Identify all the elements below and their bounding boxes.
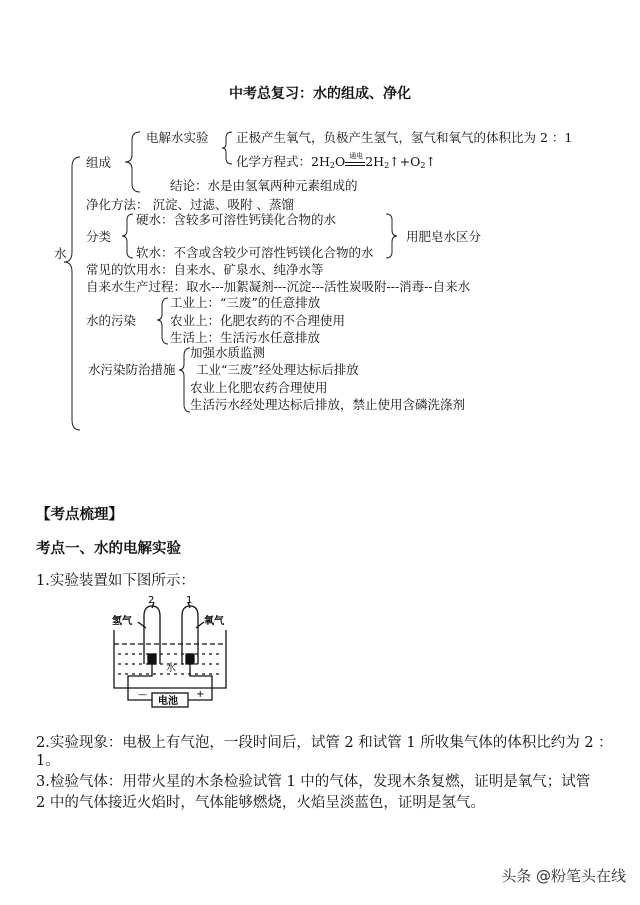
pollution-item: 农业上：化肥农药的不合理使用 [170,313,346,328]
point-heading: 考点一、水的电解实验 [36,540,181,557]
pollution-item: 工业上：“三废”的任意排放 [170,295,321,310]
electrolysis-result: 正极产生氧气，负极产生氢气，氢气和氧气的体积比为 2 ：1 [236,130,573,145]
prevention-item: 农业上化肥农药合理使用 [190,380,328,395]
prevention-item: 生活污水经处理达标后排放，禁止使用含磷洗涤剂 [190,397,466,412]
hard-water: 硬水：含较多可溶性钙镁化合物的水 [136,212,337,227]
page-title: 中考总复习：水的组成、净化 [229,86,411,102]
conclusion: 结论：水是由氢氧两种元素组成的 [170,178,358,193]
pollution-label: 水的污染 [86,313,137,328]
drinking-water: 常见的饮用水：自来水、矿泉水、纯净水等 [86,262,324,277]
soft-water: 软水：不含或含较少可溶性钙镁化合物的水 [136,245,374,260]
electrolysis-apparatus-figure [108,594,234,714]
pollution-item: 生活上：生活污水任意排放 [170,330,321,345]
root-water: 水 [54,246,67,261]
battery-label: 电池 [158,696,178,707]
watermark: 头条 @粉笔头在线 [501,867,626,885]
item-3-line1: 3.检验气体：用带火星的木条检验试管 1 中的气体，发现木条复燃，证明是氧气；试管 [36,774,591,790]
tap-water-process: 自来水生产过程：取水---加絮凝剂---沉淀---活性炭吸附---消毒--自来水 [86,279,471,294]
hydrogen-label: 氢气 [112,616,132,627]
tube-number-left: 2 [148,595,155,606]
tube-number-right: 1 [186,595,193,606]
distinguish-method: 用肥皂水区分 [406,229,482,244]
prevention-item: 工业“三废”经处理达标后排放 [196,362,359,377]
composition-label: 组成 [86,155,112,170]
item-2-cont: 1。 [36,753,60,769]
plus-terminal: + [196,689,205,700]
oxygen-label: 氧气 [204,616,224,627]
prevention-item: 加强水质监测 [190,345,266,360]
purification-methods: 净化方法： 沉淀、过滤、吸附 、蒸馏 [86,197,294,212]
section-heading: 【考点梳理】 [36,506,123,523]
minus-terminal: — [138,690,147,700]
item-3-line2: 2 中的气体接近火焰时，气体能够燃烧，火焰呈淡蓝色，证明是氢气。 [36,795,485,811]
chemical-equation: 化学方程式：$2H_2O$ 通电 $2H_2↑+O_2↑$ [236,152,436,170]
prevention-label: 水污染防治措施 [88,362,176,377]
item-1: 1.实验装置如下图所示： [36,573,195,589]
classify-label: 分类 [86,229,112,244]
electrolysis-label: 电解水实验 [146,130,209,145]
item-2: 2.实验现象：电极上有气泡，一段时间后，试管 2 和试管 1 所收集气体的体积比约为 2 ： [36,735,613,751]
water-label: 水 [166,663,176,674]
